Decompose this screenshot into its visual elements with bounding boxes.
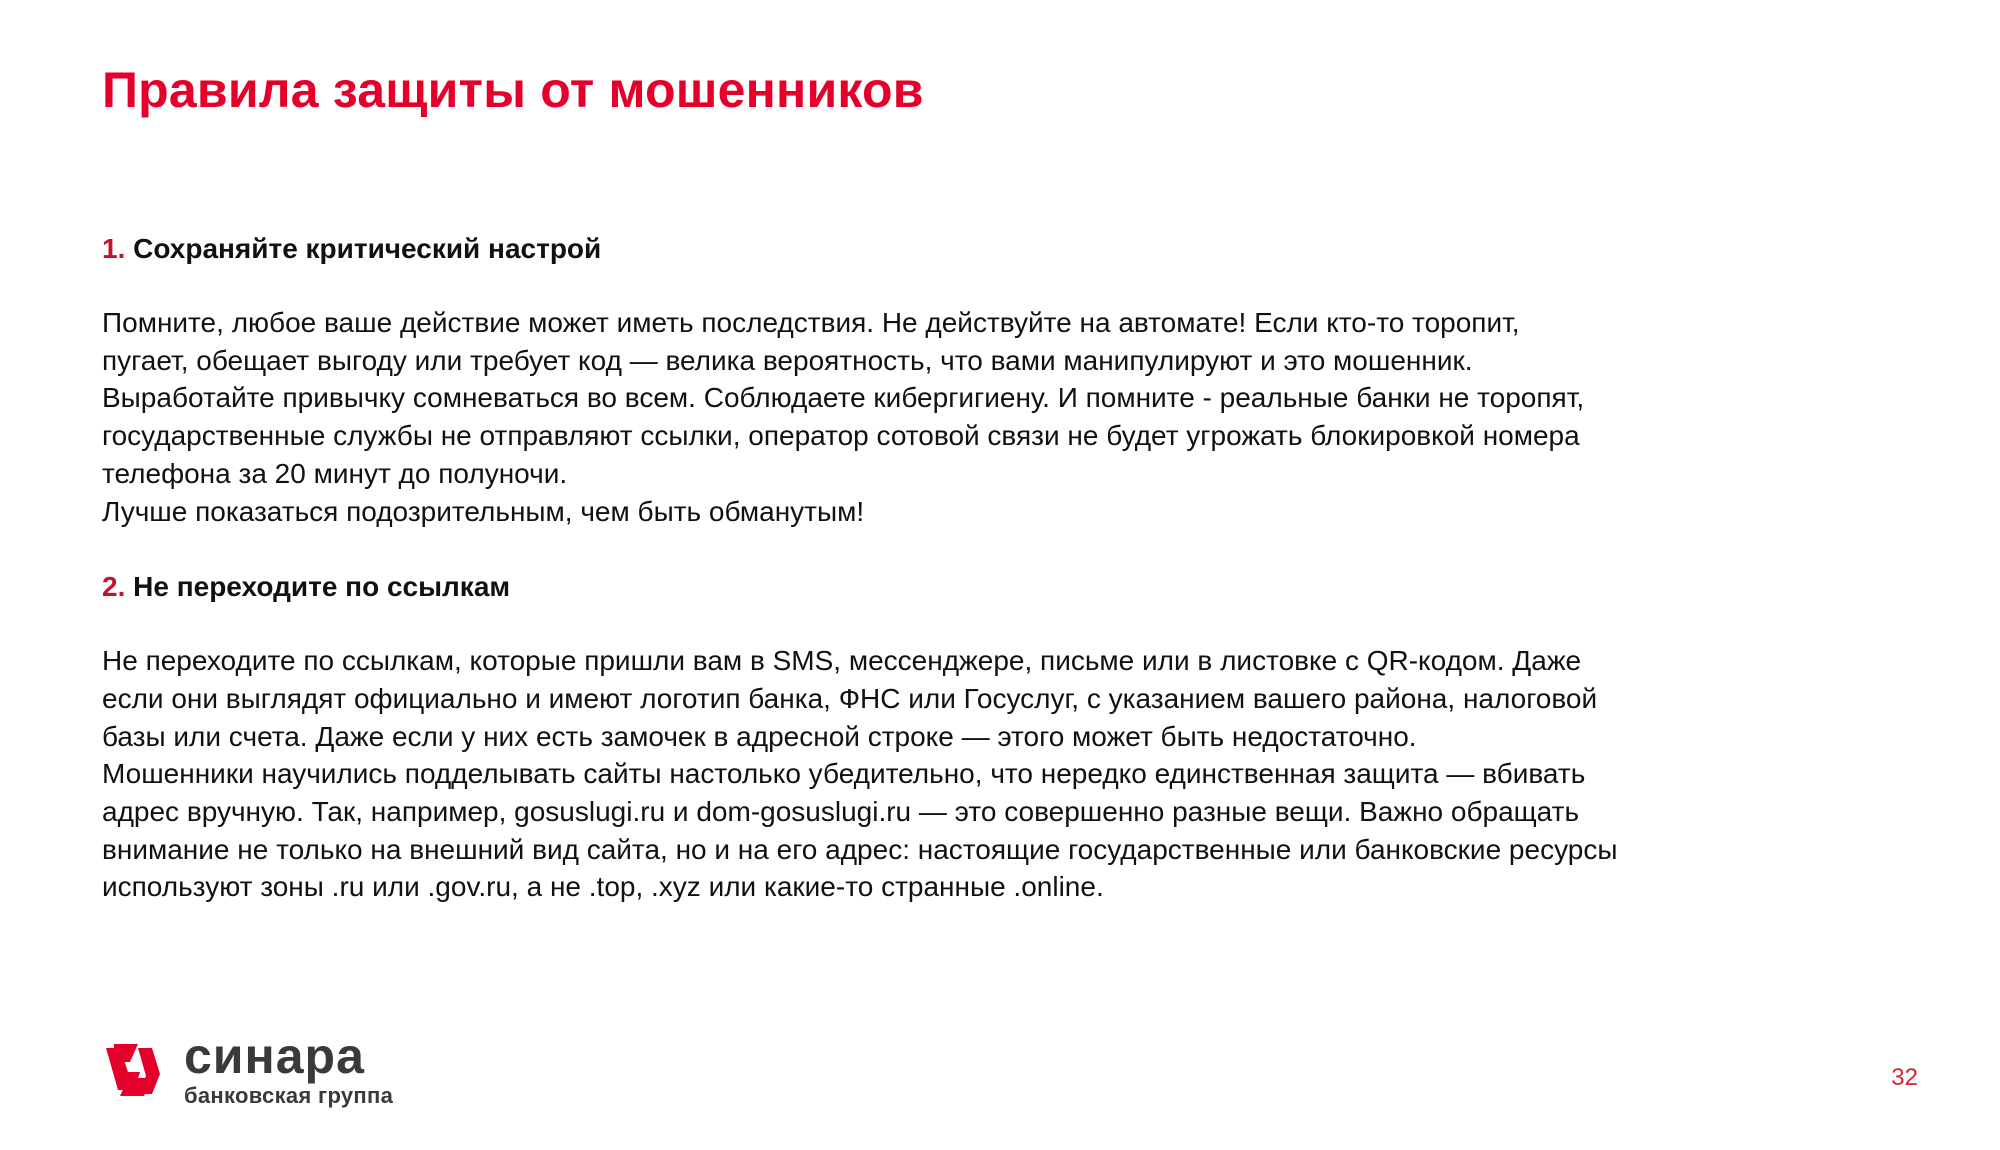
- text-line: Мошенники научились подделывать сайты настолько убедительно, что нередко единственная защита — вбивать: [102, 758, 1586, 790]
- text-line: если они выглядят официально и имеют логотип банка, ФНС или Госуслуг, с указанием вашего района, налоговой: [102, 682, 1598, 714]
- rule-heading-1: [102, 230, 1902, 268]
- text-line: государственные службы не отправляют ссылки, оператор сотовой связи не будет угрожать блокировкой номера: [102, 420, 1580, 452]
- rule-number-2: 2.: [102, 571, 126, 603]
- text-line: адрес вручную. Так, например, gosuslugi.ru и dom-gosuslugi.ru — это совершенно разные вещи. Важно обращать: [102, 796, 1580, 828]
- rule-section-2: [102, 568, 1902, 906]
- logo-name: синара: [184, 1028, 365, 1084]
- text-line: используют зоны .ru или .gov.ru, а не .top, .xyz или какие-то странные .online.: [102, 871, 1104, 903]
- text-line: внимание не только на внешний вид сайта, но и на его адрес: настоящие государственные или банковские ресурсы: [102, 833, 1618, 865]
- text-line: Лучше показаться подозрительным, чем быть обманутым!: [102, 495, 865, 527]
- logo-subtitle: банковская группа: [184, 1083, 394, 1108]
- rule-body-1: [102, 304, 1902, 530]
- sinara-logo: [104, 1028, 394, 1108]
- text-line: пугает, обещает выгоду или требует код — велика вероятность, что вами манипулируют и это мошенник.: [102, 344, 1473, 376]
- rule-heading-2: [102, 568, 1902, 606]
- rule-body-2: [102, 642, 1902, 906]
- text-line: телефона за 20 минут до полуночи.: [102, 457, 568, 489]
- page-title: Правила защиты от мошенников: [102, 62, 924, 118]
- logo-text: [184, 1030, 393, 1108]
- text-line: Выработайте привычку сомневаться во всем. Соблюдаете кибергигиену. И помните - реальные банки не торопят,: [102, 382, 1585, 414]
- rule-title-1: Сохраняйте критический настрой: [133, 233, 602, 264]
- rule-title-2: Не переходите по ссылкам: [133, 571, 511, 603]
- text-line: Помните, любое ваше действие может иметь последствия. Не действуйте на автомате! Если кто-то торопит,: [102, 307, 1520, 338]
- rule-section-1: [102, 230, 1902, 530]
- text-line: базы или счета. Даже если у них есть замочек в адресной строке — этого может быть недостаточно.: [102, 720, 1417, 752]
- text-line: Не переходите по ссылкам, которые пришли вам в SMS, мессенджере, письме или в листовке с QR-кодом. Даже: [102, 645, 1582, 677]
- page-number: 32: [1891, 1064, 1918, 1091]
- rules-content: [102, 230, 1902, 944]
- sinara-logo-icon: [104, 1038, 162, 1100]
- rule-number-1: 1.: [102, 233, 126, 264]
